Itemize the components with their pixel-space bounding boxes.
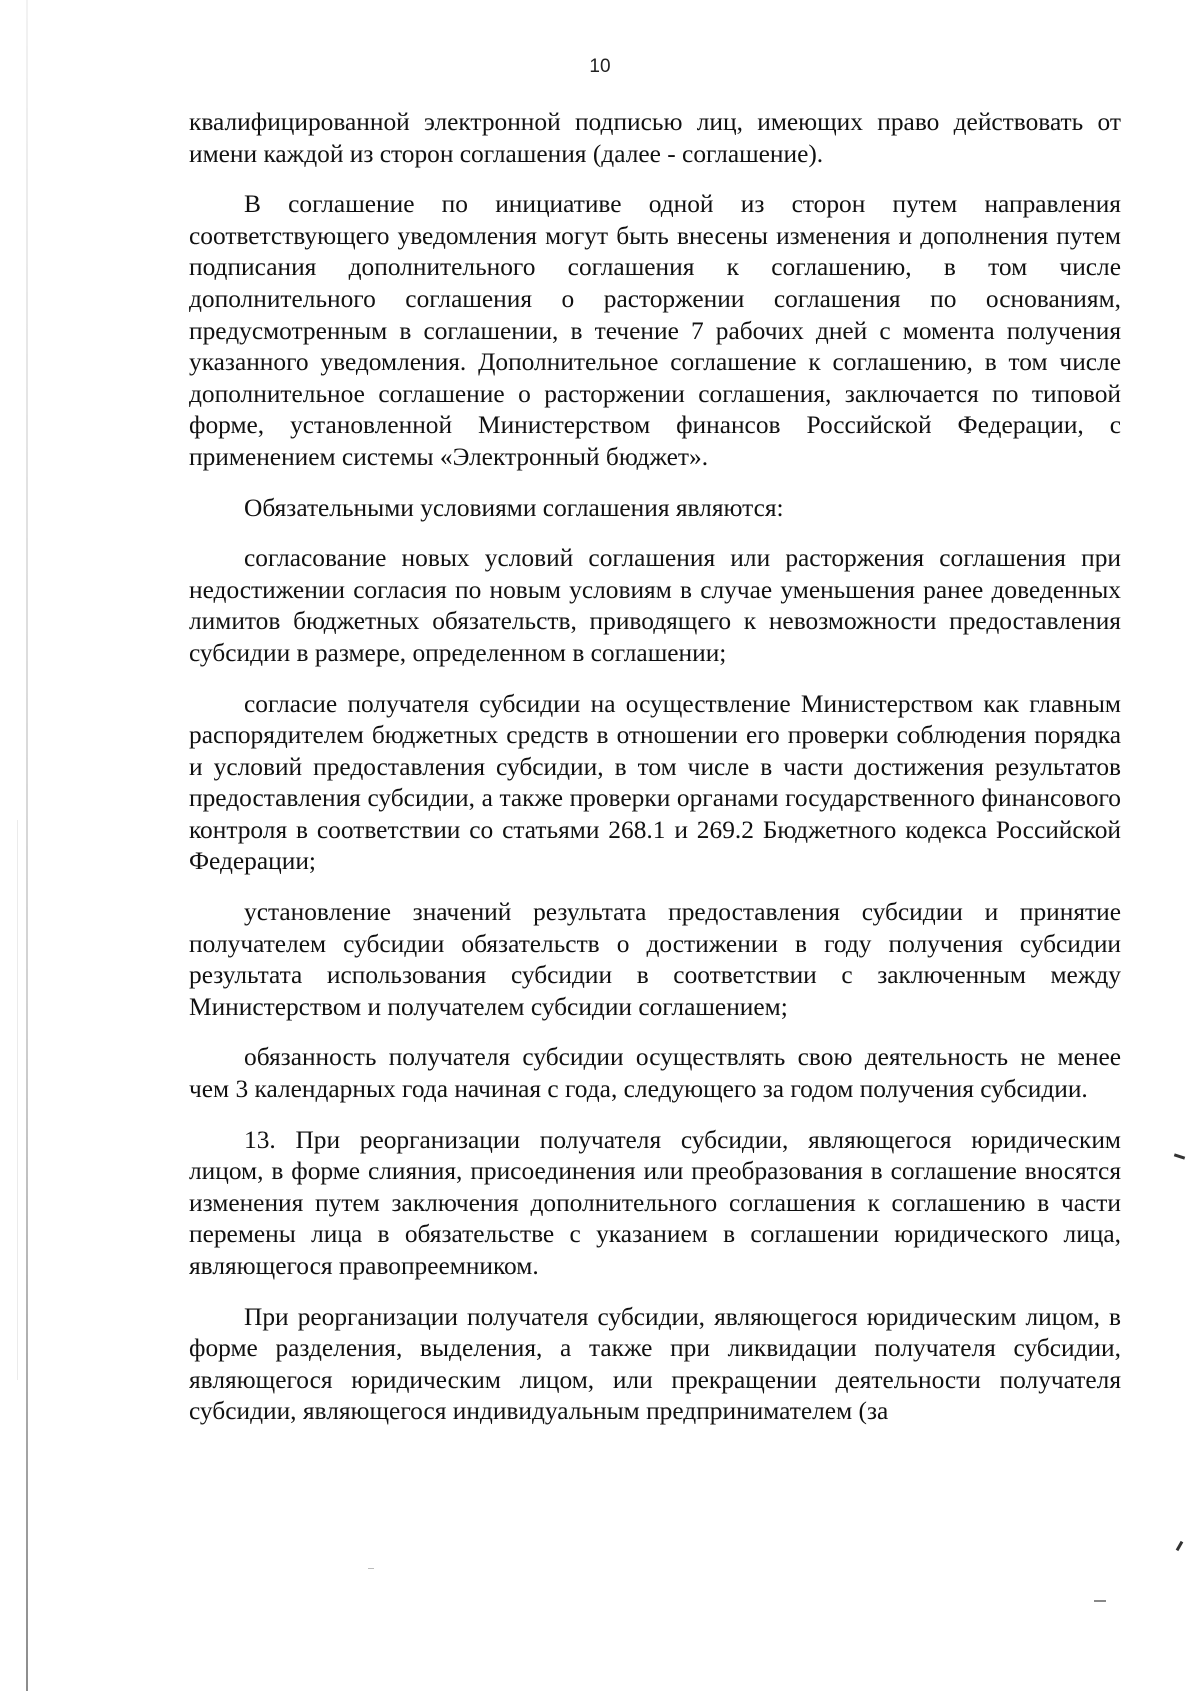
- paragraph-condition-new-terms: согласование новых условий соглашения или расторжения соглашения при недостижении согласия по новым условиям в случае уменьшения ранее доведенных лимитов бюджетных обязательств, приводящего к невозможности предоставления субсидии в размере, определенном в соглашении;: [189, 544, 1121, 667]
- scan-speck: [368, 1568, 374, 1569]
- scan-speck: [1094, 1600, 1106, 1602]
- scan-speck: [1176, 1541, 1184, 1551]
- paragraph-condition-consent-inspection: согласие получателя субсидии на осуществление Министерством как главным распорядителем бюджетных средств в отношении его проверки соблюдения порядка и условий предоставления субсидии, в том числе в части достижения результатов предоставления субсидии, а также проверки органами государственного финансового контроля в соответствии со статьями 268.1 и 269.2 Бюджетного кодекса Российской Федерации;: [189, 689, 1121, 876]
- paragraph-item-13-reorganization: 13. При реорганизации получателя субсидии, являющегося юридическим лицом, в форме слияния, присоединения или преобразования в соглашение вносятся изменения путем заключения дополнительного соглашения к соглашению в части перемены лица в обязательстве с указанием в соглашении юридического лица, являющегося правопреемником.: [189, 1125, 1121, 1280]
- paragraph-reorganization-division: При реорганизации получателя субсидии, являющегося юридическим лицом, в форме разделения, выделения, а также при ликвидации получателя субсидии, являющегося юридическим лицом, или прекращении деятельности получателя субсидии, являющегося индивидуальным предпринимателем (за: [189, 1302, 1121, 1426]
- paragraph-agreement-amendments: В соглашение по инициативе одной из сторон путем направления соответствующего уведомления могут быть внесены изменения и дополнения путем подписания дополнительного соглашения к соглашению, в том числе дополнительного соглашения о расторжении соглашения по основаниям, предусмотренным в соглашении, в течение 7 рабочих дней с момента получения указанного уведомления. Дополнительное соглашение к соглашению, в том числе дополнительное соглашение о расторжении соглашения, заключается по типовой форме, установленной Министерством финансов Российской Федерации, с применением системы «Электронный бюджет».: [189, 190, 1121, 471]
- paragraph-condition-activity-duty: обязанность получателя субсидии осуществлять свою деятельность не менее чем 3 календарных года начиная с года, следующего за годом получения субсидии.: [189, 1043, 1121, 1104]
- scan-left-edge-faint: [17, 820, 18, 1380]
- page-number: 10: [589, 56, 611, 77]
- paragraph-continuation: квалифицированной электронной подписью лиц, имеющих право действовать от имени каждой из сторон соглашения (далее - соглашение).: [189, 108, 1121, 168]
- scan-speck: [1174, 1153, 1185, 1159]
- scan-left-edge: [26, 0, 28, 1691]
- document-body: [189, 107, 1121, 1428]
- paragraph-mandatory-conditions-heading: Обязательными условиями соглашения являются:: [244, 493, 784, 522]
- paragraph-condition-result-values: установление значений результата предоставления субсидии и принятие получателем субсидии обязательств о достижении в году получения субсидии результата использования субсидии в соответствии с заключенным между Министерством и получателем субсидии соглашением;: [189, 898, 1121, 1021]
